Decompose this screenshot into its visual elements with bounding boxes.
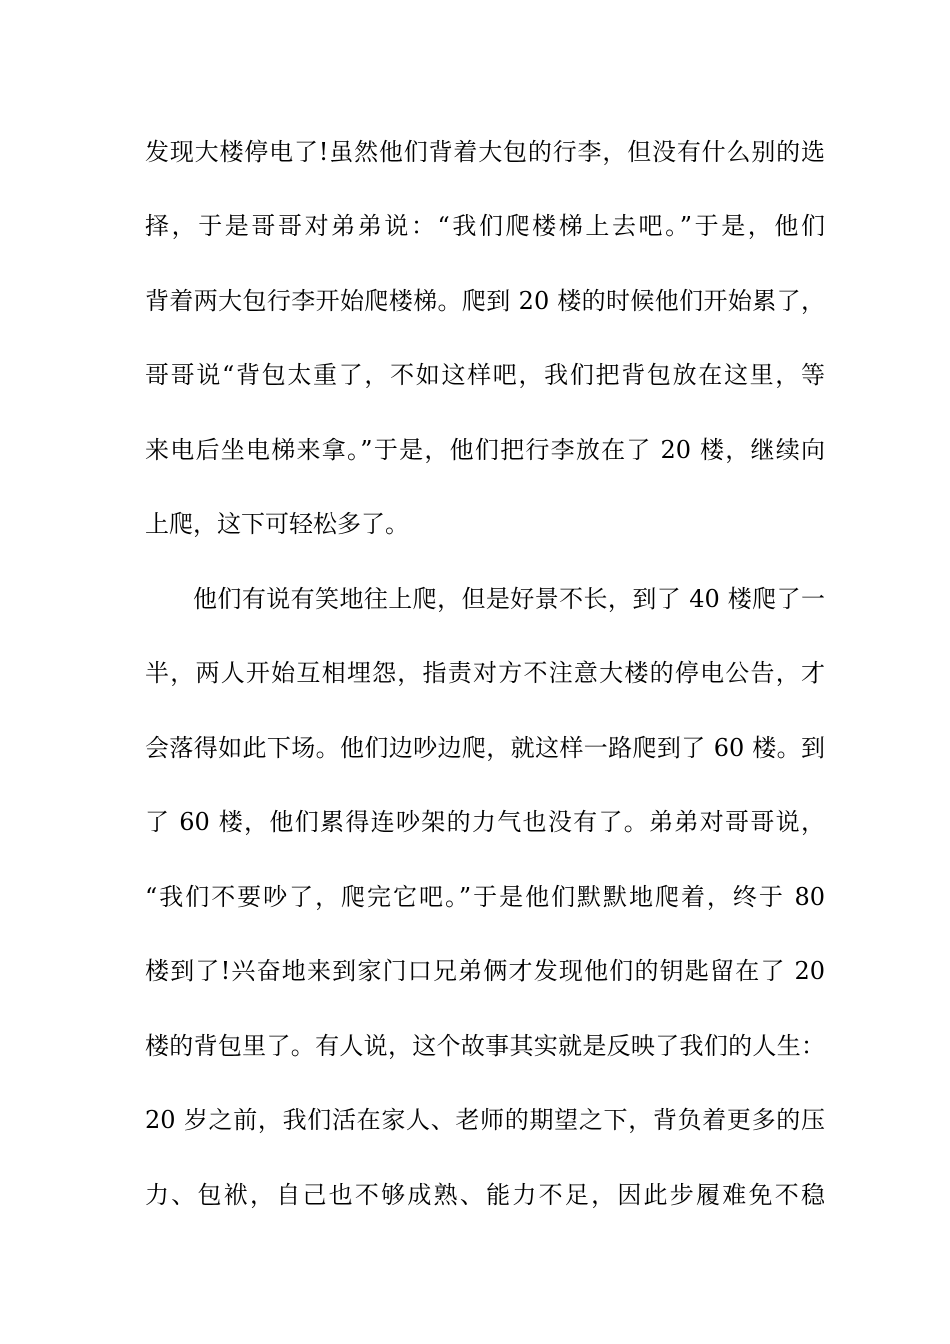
text-line: 半，两人开始互相埋怨，指责对方不注意大楼的停电公告，才 — [145, 659, 825, 687]
text-line: 择，于是哥哥对弟弟说：“我们爬楼梯上去吧。”于是，他们 — [145, 212, 825, 240]
text-line: 楼到了!兴奋地来到家门口兄弟俩才发现他们的钥匙留在了 20 — [145, 957, 825, 985]
text-line: 力、包袱，自己也不够成熟、能力不足，因此步履难免不稳 — [145, 1181, 825, 1209]
text-line: 背着两大包行李开始爬楼梯。爬到 20 楼的时候他们开始累了， — [145, 287, 825, 315]
text-line: 会落得如此下场。他们边吵边爬，就这样一路爬到了 60 楼。到 — [145, 734, 825, 762]
text-line: 哥哥说“背包太重了，不如这样吧，我们把背包放在这里，等 — [145, 361, 825, 389]
paragraph-first-line: 他们有说有笑地往上爬，但是好景不长，到了 40 楼爬了一 — [193, 585, 825, 613]
text-line: 来电后坐电梯来拿。”于是，他们把行李放在了 20 楼，继续向 — [145, 436, 825, 464]
text-line: 20 岁之前，我们活在家人、老师的期望之下，背负着更多的压 — [145, 1106, 825, 1134]
text-line: 楼的背包里了。有人说，这个故事其实就是反映了我们的人生： — [145, 1032, 825, 1060]
text-line: “我们不要吵了，爬完它吧。”于是他们默默地爬着，终于 80 — [145, 883, 825, 911]
text-line: 发现大楼停电了!虽然他们背着大包的行李，但没有什么别的选 — [145, 138, 825, 166]
text-line: 上爬，这下可轻松多了。 — [145, 510, 409, 538]
text-line: 了 60 楼，他们累得连吵架的力气也没有了。弟弟对哥哥说， — [145, 808, 825, 836]
